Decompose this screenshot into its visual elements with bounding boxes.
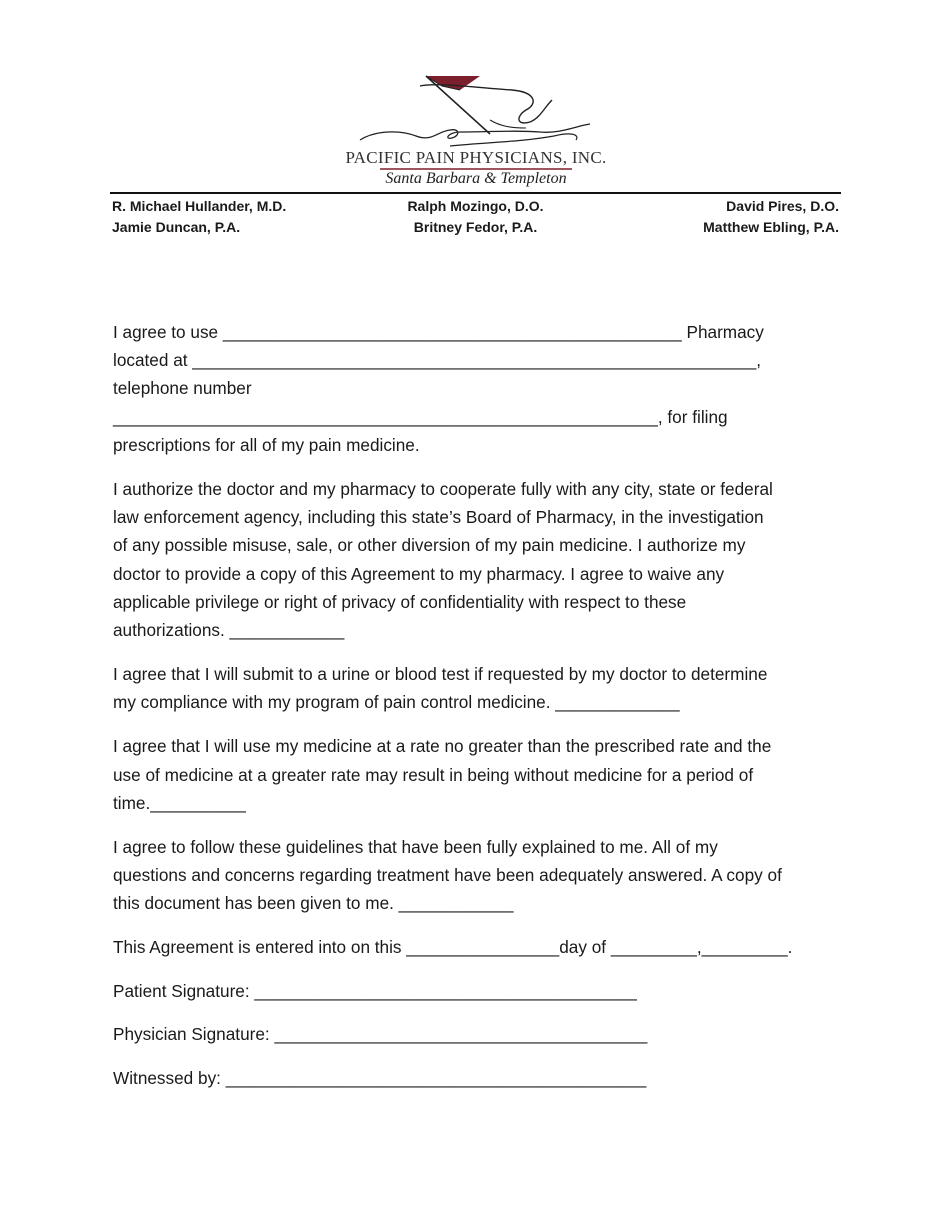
provider-name: Britney Fedor, P.A. [413, 219, 538, 235]
provider-name: Matthew Ebling, P.A. [703, 219, 839, 235]
pharmacy-phone-label: telephone number [113, 378, 252, 399]
provider-list [112, 196, 839, 238]
paragraph-line: doctor to provide a copy of this Agreement to my pharmacy. I agree to waive any [113, 563, 725, 584]
pharmacy-location-line: located at ___________________________________________________________, [113, 350, 762, 371]
provider-row [112, 217, 839, 238]
pharmacy-paragraph [113, 318, 843, 459]
provider-row [112, 196, 839, 217]
guidelines-paragraph [113, 833, 843, 918]
paragraph-line: I agree that I will submit to a urine or blood test if requested by my doctor to determine [113, 664, 768, 685]
guidelines-initials-line: this document has been given to me. ____________ [113, 893, 514, 914]
paragraph-line: law enforcement agency, including this state’s Board of Pharmacy, in the investigation [113, 507, 764, 528]
provider-name: R. Michael Hullander, M.D. [112, 198, 287, 214]
patient-signature-line: Patient Signature: ________________________________________ [113, 980, 637, 1001]
company-logo [340, 74, 612, 192]
logo-locations: Santa Barbara & Templeton [385, 170, 567, 187]
logo-underline [340, 167, 612, 171]
paragraph-line: I agree to follow these guidelines that have been fully explained to me. All of my [113, 837, 718, 857]
authorization-paragraph [113, 475, 843, 644]
rate-initials-line: time.__________ [113, 792, 246, 813]
agreement-body [113, 318, 843, 1092]
pharmacy-name-line: I agree to use ________________________________________________ Pharmacy [113, 322, 764, 342]
agreement-date-line: This Agreement is entered into on this ________________day of _________,_________. [113, 937, 793, 958]
provider-name: Jamie Duncan, P.A. [112, 219, 241, 235]
logo-mark-icon [340, 74, 612, 154]
authorization-initials-line: authorizations. ____________ [113, 619, 345, 640]
paragraph-line: prescriptions for all of my pain medicine. [113, 434, 420, 455]
paragraph-line: use of medicine at a greater rate may result in being without medicine for a period of [113, 764, 754, 785]
logo-company-name: PACIFIC PAIN PHYSICIANS, INC. [345, 148, 607, 167]
paragraph-line: questions and concerns regarding treatment have been adequately answered. A copy of [113, 865, 782, 886]
medication-rate-paragraph [113, 732, 843, 817]
paragraph-line: of any possible misuse, sale, or other diversion of my pain medicine. I authorize my [113, 535, 746, 556]
header-divider [110, 192, 841, 194]
witness-signature-line: Witnessed by: ____________________________________________ [113, 1068, 647, 1089]
paragraph-line: applicable privilege or right of privacy of confidentiality with respect to these [113, 591, 687, 612]
provider-name: David Pires, D.O. [726, 198, 839, 214]
paragraph-line: I authorize the doctor and my pharmacy to cooperate fully with any city, state or federal [113, 478, 773, 499]
provider-name: Ralph Mozingo, D.O. [407, 198, 544, 214]
testing-paragraph [113, 660, 843, 716]
paragraph-line: I agree that I will use my medicine at a rate no greater than the prescribed rate and the [113, 736, 772, 757]
physician-signature-line: Physician Signature: _______________________________________ [113, 1024, 648, 1045]
testing-initials-line: my compliance with my program of pain control medicine. _____________ [113, 692, 680, 713]
pharmacy-phone-line: _________________________________________________________, for filing [113, 406, 728, 427]
